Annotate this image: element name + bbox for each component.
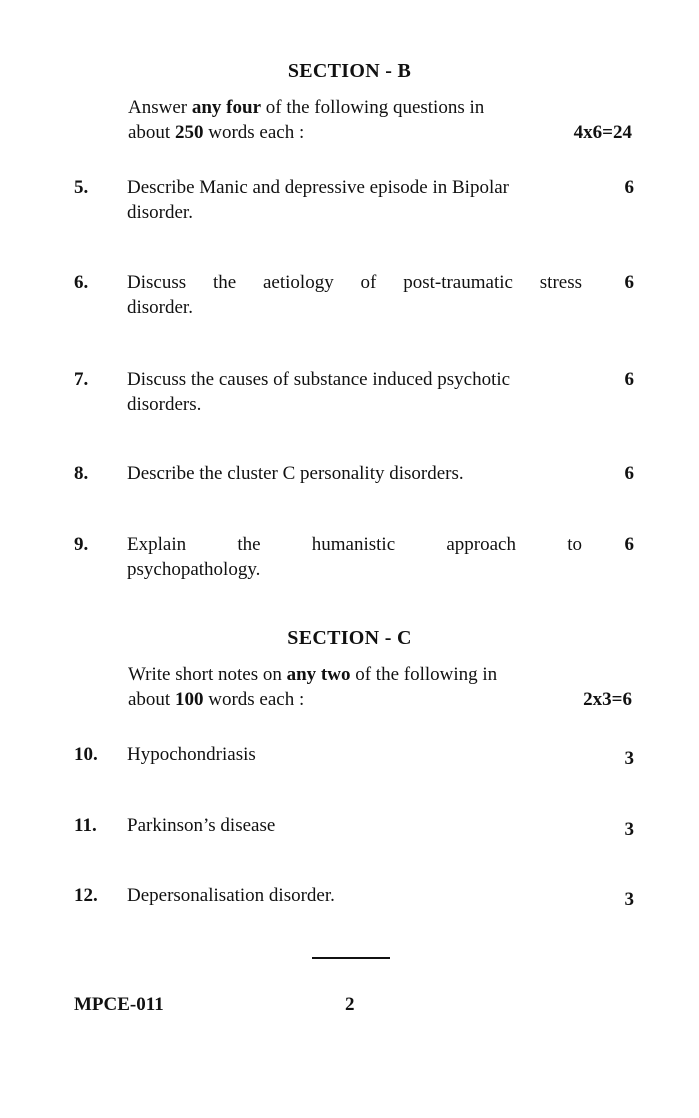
- question-marks: 6: [624, 177, 634, 198]
- question-number: 6.: [74, 272, 89, 293]
- question-number: 12.: [74, 885, 98, 906]
- section-c-instruction-line2: about 100 words each : 2x3=6: [128, 689, 632, 710]
- page-number: 2: [345, 994, 355, 1015]
- question-number: 5.: [74, 177, 89, 198]
- question-marks: 3: [624, 748, 634, 769]
- section-c-instructions: [128, 662, 632, 712]
- question-text: Discuss the aetiology of post-traumatic stress disorder.: [127, 272, 582, 318]
- section-c-marks-total: 2x3=6: [583, 689, 632, 710]
- question-marks: 6: [624, 369, 634, 390]
- question-number: 10.: [74, 744, 98, 765]
- question-marks: 6: [624, 272, 634, 293]
- section-b-marks-total: 4x6=24: [573, 122, 632, 143]
- section-b-instruction-line2: about 250 words each : 4x6=24: [128, 122, 632, 143]
- section-c-title: SECTION - C: [287, 627, 412, 649]
- question-marks: 6: [624, 534, 634, 555]
- section-c-instruction-line1: Write short notes on any two of the following in: [128, 664, 498, 685]
- question-text: Parkinson’s disease: [127, 815, 276, 836]
- paper-code: MPCE-011: [74, 994, 164, 1015]
- question-marks: 6: [624, 463, 634, 484]
- question-number: 11.: [74, 815, 97, 836]
- question-text: Describe Manic and depressive episode in Bipolar disorder.: [127, 177, 509, 223]
- end-rule: [312, 957, 390, 959]
- question-text: Describe the cluster C personality disorders.: [127, 463, 464, 484]
- question-marks: 3: [624, 819, 634, 840]
- section-b-instruction-line1: Answer any four of the following questions in: [128, 97, 485, 118]
- question-text: Discuss the causes of substance induced psychotic disorders.: [127, 369, 511, 415]
- question-number: 7.: [74, 369, 89, 390]
- question-marks: 3: [624, 889, 634, 910]
- question-text: Depersonalisation disorder.: [127, 885, 335, 906]
- question-text: Explain the humanistic approach to psychopathology.: [127, 534, 582, 580]
- section-b-title: SECTION - B: [287, 60, 412, 82]
- question-text: Hypochondriasis: [127, 744, 256, 765]
- question-number: 8.: [74, 463, 89, 484]
- section-b-instructions: [128, 95, 632, 145]
- question-number: 9.: [74, 534, 89, 555]
